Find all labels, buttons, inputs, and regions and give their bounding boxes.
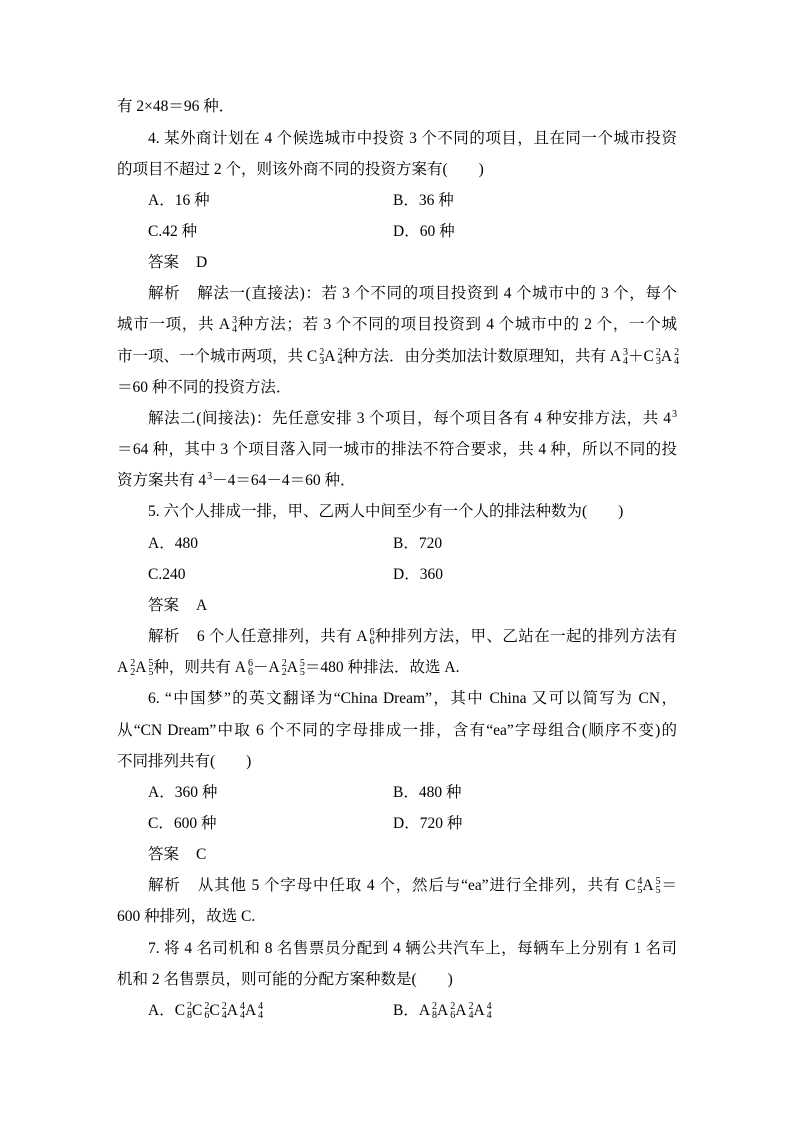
- analysis-line: [117, 278, 677, 309]
- text-run: 5. 六个人排成一排，甲、乙两人中间至少有一个人的排法种数为( ): [148, 503, 624, 521]
- symbol-indices: [487, 1002, 492, 1020]
- superscript: 4: [637, 876, 643, 888]
- superscript: 2: [130, 658, 136, 670]
- subscript: 3: [319, 355, 325, 367]
- permutation-symbol: [356, 627, 375, 648]
- analysis-line: [117, 434, 677, 465]
- text-run: 资方案共有: [117, 472, 199, 490]
- answer-label: 答案: [148, 254, 180, 272]
- analysis-line: [117, 403, 677, 434]
- answer-line: [117, 247, 677, 278]
- symbol-base: A: [135, 659, 147, 677]
- text-run: 4. 某外商计划在 4 个候选城市中投资 3 个不同的项目，且在同一个城市投资: [148, 129, 677, 147]
- symbol-base: A: [455, 1001, 467, 1019]
- option-c: [148, 216, 393, 247]
- superscript: 5: [299, 658, 305, 670]
- subscript: 4: [623, 355, 629, 367]
- power-term: [663, 410, 677, 427]
- subscript: 4: [232, 324, 238, 336]
- text-run: B．36 种: [393, 191, 454, 209]
- option-a: [148, 995, 393, 1026]
- superscript: 4: [239, 1000, 245, 1012]
- answer-value: D: [196, 254, 208, 272]
- analysis-text: [197, 285, 677, 302]
- permutation-symbol: [234, 658, 253, 679]
- symbol-base: A: [226, 1001, 238, 1019]
- option-row: [117, 528, 677, 559]
- text-run: ＝64 种，其中 3 个项目落入同一城市的排法不符合要求，共 4 种，所以不同的投: [117, 441, 677, 459]
- answer-line: [117, 839, 677, 870]
- text-run: 6 个人任意排列，共有: [196, 628, 357, 646]
- symbol-base: C: [625, 877, 636, 895]
- option-d: [393, 216, 455, 247]
- superscript: 2: [281, 658, 287, 670]
- subscript: 6: [204, 1009, 210, 1021]
- option-d: [393, 559, 443, 590]
- subscript: 4: [258, 1009, 264, 1021]
- superscript: 2: [432, 1000, 438, 1012]
- permutation-symbol: [286, 658, 305, 679]
- option-b: [393, 528, 442, 559]
- question-5: [117, 496, 677, 683]
- option-b: [393, 777, 461, 808]
- analysis-line: [117, 309, 677, 340]
- analysis-line: [117, 870, 677, 901]
- text-run: D．360: [393, 565, 443, 583]
- text-run: ＝60 种不同的投资方法．: [117, 378, 292, 396]
- subscript: 5: [148, 667, 154, 679]
- text-run: 从其他 5 个字母中任取 4 个，然后与“ea”进行全排列，共有: [197, 877, 626, 895]
- permutation-symbol: [268, 658, 287, 679]
- subscript: 6: [248, 667, 253, 679]
- option-row: [117, 995, 677, 1026]
- symbol-base: A: [473, 1001, 485, 1019]
- text-run: －: [253, 659, 269, 677]
- question-4: [117, 123, 680, 497]
- text-run: 解法二(间接法)：先任意安排 3 个项目，每个项目各有 4 种安排方法，共: [148, 409, 664, 427]
- text-run: B．480 种: [393, 783, 462, 801]
- subscript: 5: [637, 885, 643, 897]
- text-run: A．360 种: [148, 783, 218, 801]
- symbol-base: A: [286, 659, 298, 677]
- option-row: [117, 216, 677, 247]
- permutation-symbol: [324, 348, 342, 365]
- subscript: 4: [337, 355, 343, 367]
- subscript: 8: [432, 1009, 438, 1021]
- answer-value: A: [196, 596, 208, 614]
- subscript: 3: [655, 355, 661, 367]
- document-page: [117, 91, 680, 1026]
- option-row: [117, 808, 677, 839]
- symbol-indices: [674, 348, 679, 366]
- permutation-symbol: [610, 348, 628, 365]
- symbol-base: A: [324, 347, 336, 365]
- superscript: 2: [655, 346, 661, 358]
- option-d: [393, 808, 462, 839]
- symbol-base: A: [234, 659, 246, 677]
- subscript: 5: [299, 667, 305, 679]
- superscript: 4: [486, 1000, 492, 1012]
- symbol-base: 4: [663, 409, 671, 427]
- answer-label: 答案: [148, 846, 180, 864]
- question-stem-line: [117, 683, 677, 714]
- analysis-text: [197, 876, 677, 897]
- text-run: 的项目不超过 2 个，则该外商不同的投资方案有( ): [117, 160, 484, 178]
- question-stem-line: [117, 154, 677, 185]
- permutation-symbol: [642, 876, 661, 897]
- answer-value: C: [196, 846, 207, 864]
- subscript: 2: [130, 667, 136, 679]
- question-stem-line: [117, 933, 677, 964]
- permutation-symbol: [419, 1002, 437, 1019]
- text-run: －4＝64－4＝60 种．: [212, 472, 356, 490]
- symbol-base: A: [117, 659, 129, 677]
- text-run: 种排列方法，甲、乙站在一起的排列方法有: [374, 628, 677, 646]
- text-run: A．480: [148, 534, 198, 552]
- analysis-line: [117, 372, 677, 403]
- superscript: 5: [148, 658, 154, 670]
- subscript: 6: [369, 636, 375, 648]
- text-run: 从“CN Dream”中取 6 个不同的字母排成一排，含有“ea”字母组合(顺序不变)的: [117, 721, 677, 739]
- text-run: D．720 种: [393, 814, 463, 832]
- subscript: 2: [281, 667, 287, 679]
- subscript: 4: [468, 1009, 474, 1021]
- permutation-symbol: [227, 1002, 245, 1019]
- text-run: B．: [393, 1001, 419, 1019]
- analysis-line: [117, 341, 680, 372]
- analysis-label: 解析: [148, 285, 181, 303]
- superscript: 2: [319, 346, 325, 358]
- subscript: 5: [655, 885, 661, 897]
- analysis-line: [117, 621, 677, 652]
- analysis-label: 解析: [148, 877, 181, 895]
- combination-symbol: [307, 348, 324, 365]
- analysis-text: [196, 627, 677, 648]
- superscript: 2: [450, 1000, 456, 1012]
- permutation-symbol: [437, 1002, 455, 1019]
- text-line: [117, 91, 677, 122]
- text-run: 市一项、一个城市两项，共: [117, 347, 307, 365]
- combination-symbol: [192, 1002, 209, 1019]
- combination-symbol: [625, 876, 643, 897]
- analysis-line: [117, 465, 677, 496]
- text-run: 种方法；若 3 个不同的项目投资到 4 个城市中的 2 个，一个城: [237, 316, 677, 334]
- text-run: ＝: [660, 877, 677, 895]
- symbol-base: A: [218, 316, 231, 334]
- symbol-indices: [258, 1002, 263, 1020]
- superscript: 2: [221, 1000, 227, 1012]
- text-run: C.42 种: [148, 223, 198, 241]
- exponent: 3: [207, 471, 213, 483]
- text-run: 种，则共有: [153, 659, 235, 677]
- text-run: 种方法．由分类加法计数原理知，共有: [342, 347, 610, 365]
- text-run: C.240: [148, 565, 186, 583]
- question-stem-line: [117, 715, 677, 746]
- permutation-symbol: [117, 658, 136, 679]
- subscript: 4: [674, 355, 680, 367]
- text-run: 城市一项，共: [117, 316, 219, 334]
- answer-label: 答案: [148, 596, 180, 614]
- option-row: [117, 777, 677, 808]
- subscript: 4: [221, 1009, 227, 1021]
- text-run: A．16 种: [148, 191, 210, 209]
- superscript: 4: [258, 1000, 264, 1012]
- symbol-base: C: [174, 1001, 186, 1019]
- permutation-symbol: [218, 315, 238, 336]
- superscript: 3: [623, 346, 629, 358]
- combination-symbol: [209, 1002, 226, 1019]
- option-b: [393, 185, 454, 216]
- permutation-symbol: [455, 1002, 473, 1019]
- symbol-base: 4: [198, 472, 207, 490]
- superscript: 2: [204, 1000, 210, 1012]
- exponent: 3: [672, 408, 677, 420]
- option-a: [148, 528, 393, 559]
- text-run: 7. 将 4 名司机和 8 名售票员分配到 4 辆公共汽车上，每辆车上分别有 1 名司: [148, 939, 677, 957]
- combination-symbol: [644, 348, 661, 365]
- text-run: 不同排列共有( ): [117, 752, 252, 770]
- text-run: ＝480 种排法．故选 A.: [304, 659, 460, 677]
- superscript: 5: [655, 876, 661, 888]
- subscript: 6: [450, 1009, 456, 1021]
- question-7: [117, 933, 677, 1026]
- permutation-symbol: [245, 1002, 263, 1019]
- superscript: 2: [468, 1000, 474, 1012]
- superscript: 6: [248, 658, 253, 670]
- permutation-symbol: [135, 658, 154, 679]
- text-run: D．60 种: [393, 223, 455, 241]
- superscript: 6: [369, 627, 375, 639]
- superscript: 2: [187, 1000, 193, 1012]
- option-c: [148, 808, 393, 839]
- text-run: ＋: [628, 347, 644, 365]
- superscript: 2: [337, 346, 343, 358]
- subscript: 8: [187, 1009, 193, 1021]
- symbol-base: A: [268, 659, 280, 677]
- symbol-base: A: [437, 1001, 449, 1019]
- superscript: 2: [674, 346, 680, 358]
- option-b: [393, 995, 492, 1026]
- question-stem-line: [117, 746, 677, 777]
- symbol-base: A: [244, 1001, 257, 1019]
- power-term: [198, 472, 212, 489]
- subscript: 4: [239, 1009, 245, 1021]
- option-a: [148, 777, 393, 808]
- text-run: 600 种排列，故选 C.: [117, 908, 256, 926]
- option-c: [148, 559, 393, 590]
- symbol-base: A: [660, 347, 673, 365]
- question-6: [117, 683, 677, 932]
- combination-symbol: [175, 1002, 192, 1019]
- text-run: 6. “中国梦”的英文翻译为“China Dream”，其中 China 又可以简写为 CN，: [148, 690, 677, 708]
- answer-line: [117, 590, 677, 621]
- option-row: [117, 559, 677, 590]
- symbol-base: A: [609, 347, 622, 365]
- text-run: B．720: [393, 534, 443, 552]
- question-stem-line: [117, 123, 677, 154]
- subscript: 4: [486, 1009, 492, 1021]
- symbol-base: C: [306, 347, 318, 365]
- permutation-symbol: [473, 1002, 491, 1019]
- option-a: [148, 185, 393, 216]
- analysis-line: [117, 901, 677, 932]
- text-run: 有 2×48＝96 种．: [117, 98, 235, 116]
- symbol-base: A: [418, 1001, 431, 1019]
- symbol-base: C: [643, 347, 654, 365]
- symbol-base: C: [192, 1001, 203, 1019]
- analysis-label: 解析: [148, 628, 180, 646]
- text-run: 解法一(直接法)：若 3 个不同的项目投资到 4 个城市中的 3 个，每个: [197, 285, 677, 303]
- question-stem-line: [117, 496, 677, 527]
- text-run: A．: [148, 1001, 175, 1019]
- superscript: 3: [232, 315, 238, 327]
- permutation-symbol: [661, 348, 679, 365]
- symbol-base: A: [356, 628, 368, 646]
- question-stem-line: [117, 964, 677, 995]
- text-run: C．600 种: [148, 814, 217, 832]
- text-run: 机和 2 名售票员，则可能的分配方案种数是( ): [117, 970, 453, 988]
- analysis-line: [117, 652, 677, 683]
- symbol-base: C: [209, 1001, 220, 1019]
- symbol-base: A: [642, 877, 654, 895]
- option-row: [117, 185, 677, 216]
